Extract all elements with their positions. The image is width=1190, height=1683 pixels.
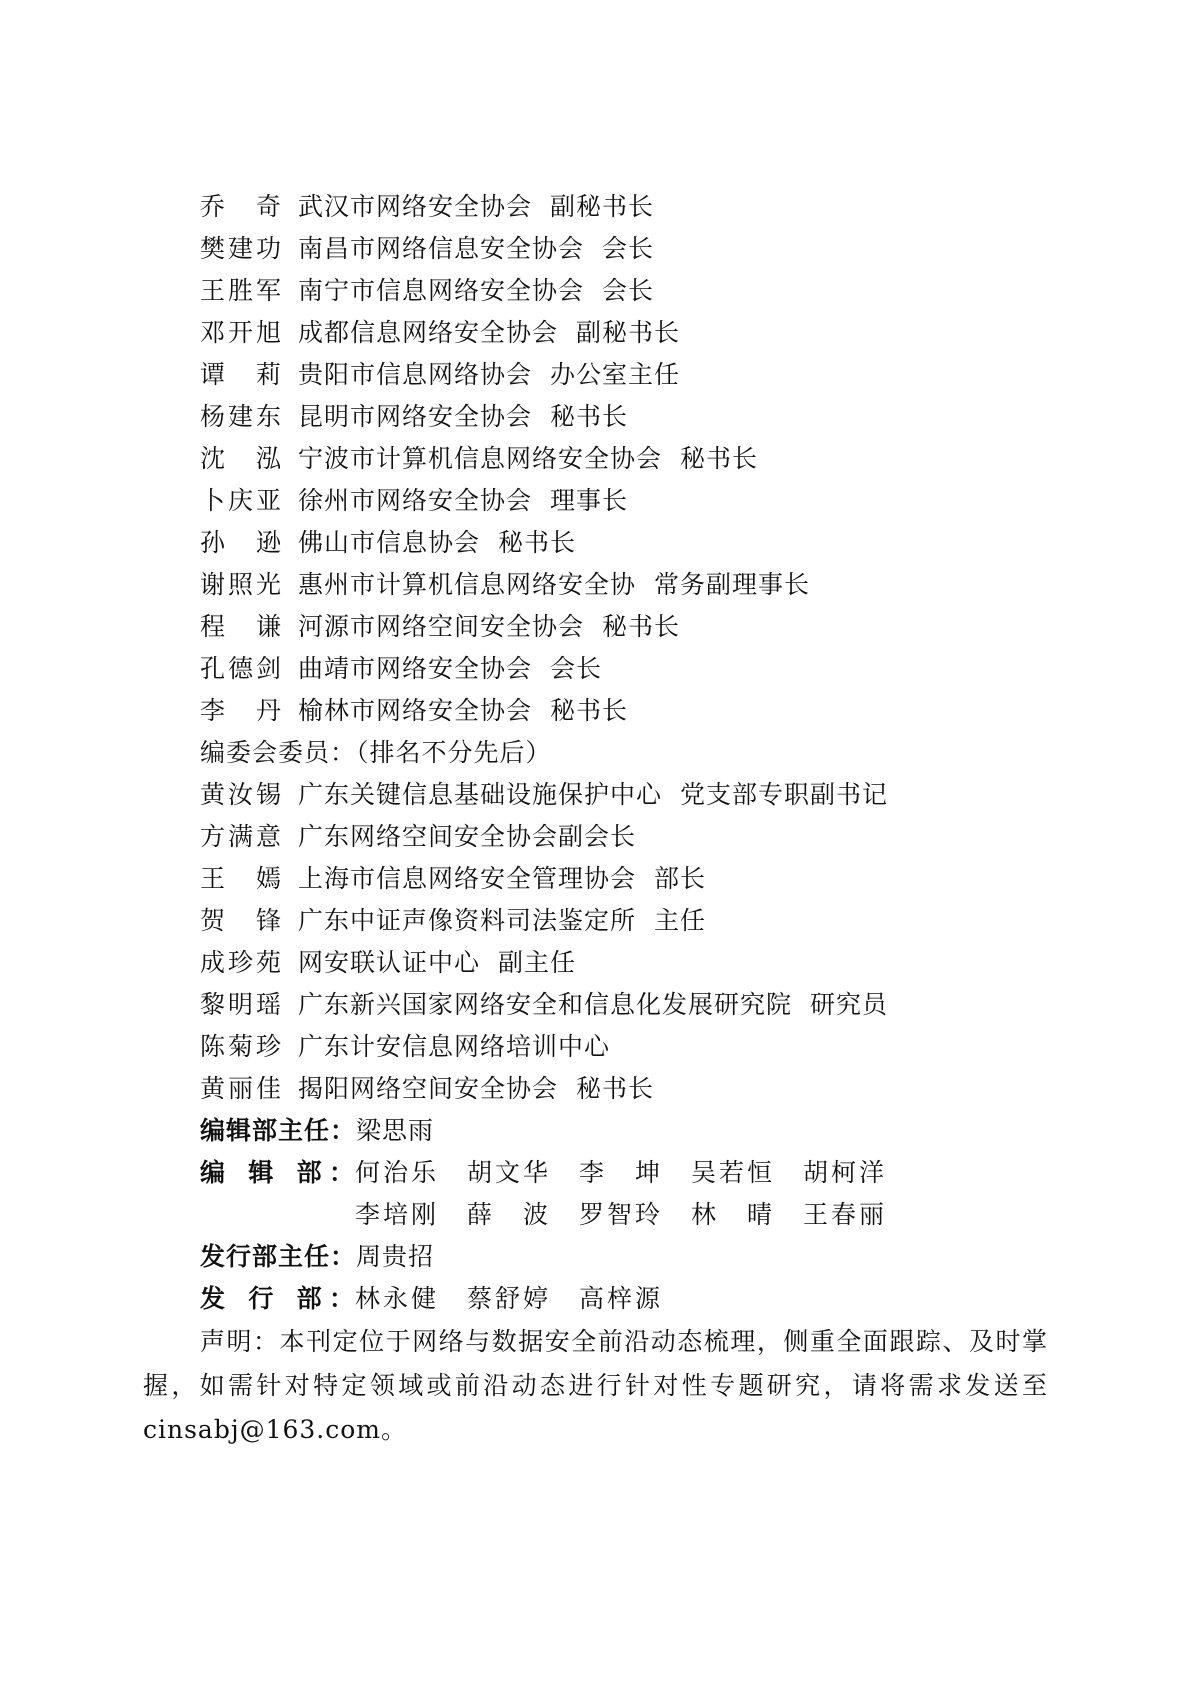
staff-name: 何治乐	[355, 1158, 437, 1187]
member-org: 南宁市信息网络安全协会	[298, 276, 585, 305]
member-name: 黄丽佳	[200, 1074, 282, 1103]
member-row	[200, 481, 628, 521]
distribution-director: 周贵招	[356, 1242, 435, 1271]
editorial-dept-row	[200, 1153, 915, 1193]
member-title: 办公室主任	[550, 360, 681, 389]
member-title: 秘书长	[602, 612, 681, 641]
staff-name: 吴若恒	[691, 1158, 773, 1187]
member-row	[200, 313, 680, 353]
member-name: 成珍苑	[200, 948, 282, 977]
editorial-member-row	[200, 943, 576, 983]
staff-name: 薛 波	[467, 1200, 549, 1229]
member-name: 孙 逊	[200, 528, 282, 557]
staff-name: 胡文华	[467, 1158, 549, 1187]
staff-name: 蔡舒婷	[467, 1284, 549, 1313]
member-org: 惠州市计算机信息网络安全协	[298, 570, 637, 599]
editorial-member-row	[200, 1027, 628, 1067]
member-row	[200, 229, 654, 269]
member-org: 网安联认证中心	[298, 948, 481, 977]
member-org: 南昌市网络信息安全协会	[298, 234, 585, 263]
staff-name: 林永健	[355, 1284, 437, 1313]
member-org: 广东新兴国家网络安全和信息化发展研究院	[298, 990, 793, 1019]
member-name: 方满意	[200, 822, 282, 851]
distribution-row	[200, 1279, 691, 1319]
member-name: 贺 锋	[200, 906, 282, 935]
member-row	[200, 271, 654, 311]
member-title: 党支部专职副书记	[680, 780, 889, 809]
member-name: 程 谦	[200, 612, 282, 641]
member-name: 杨建东	[200, 402, 282, 431]
staff-name: 李培刚	[355, 1200, 437, 1229]
member-title: 部长	[654, 864, 707, 893]
member-title: 研究员	[810, 990, 889, 1019]
member-org: 广东关键信息基础设施保护中心	[298, 780, 663, 809]
editorial-member-row	[200, 817, 654, 857]
member-name: 黄汝锡	[200, 780, 282, 809]
member-title: 秘书长	[576, 1074, 655, 1103]
editorial-member-row	[200, 775, 888, 815]
member-row	[200, 691, 628, 731]
member-name: 黎明瑶	[200, 990, 282, 1019]
member-name: 孔德剑	[200, 654, 282, 683]
member-row	[200, 565, 810, 605]
member-row	[200, 439, 758, 479]
member-row	[200, 607, 680, 647]
distribution-director-row	[200, 1237, 434, 1277]
member-row	[200, 187, 654, 227]
editorial-heading: 编委会委员：（排名不分先后）	[200, 738, 552, 767]
member-title: 理事长	[550, 486, 629, 515]
staff-name: 王春丽	[803, 1200, 885, 1229]
member-org: 成都信息网络安全协会	[298, 318, 559, 347]
member-name: 乔 奇	[200, 192, 282, 221]
editorial-member-row	[200, 901, 706, 941]
member-name: 王胜军	[200, 276, 282, 305]
member-title: 秘书长	[550, 402, 629, 431]
member-org: 广东计安信息网络培训中心	[298, 1032, 611, 1061]
statement-paragraph: 声明：本刊定位于网络与数据安全前沿动态梳理，侧重全面跟踪、及时掌握，如需针对特定领域或前沿动态进行针对性专题研究，请将需求发送至cinsabj@163.com。	[143, 1327, 1048, 1444]
member-title: 副主任	[498, 948, 577, 977]
member-name: 樊建功	[200, 234, 282, 263]
member-org: 宁波市计算机信息网络安全协会	[298, 444, 663, 473]
member-org: 昆明市网络安全协会	[298, 402, 533, 431]
distribution-label: 发 行 部：	[200, 1284, 355, 1313]
editorial-dept-label: 编 辑 部：	[200, 1158, 355, 1187]
member-org: 上海市信息网络安全管理协会	[298, 864, 637, 893]
member-row	[200, 397, 628, 437]
member-title: 秘书长	[550, 696, 629, 725]
member-title: 会长	[602, 234, 655, 263]
member-title: 常务副理事长	[654, 570, 811, 599]
member-name: 沈 泓	[200, 444, 282, 473]
member-org: 徐州市网络安全协会	[298, 486, 533, 515]
staff-name: 林 晴	[691, 1200, 773, 1229]
staff-name: 李 坤	[579, 1158, 661, 1187]
editorial-dept-director-label: 编辑部主任：	[200, 1116, 357, 1145]
member-org: 贵阳市信息网络协会	[298, 360, 533, 389]
member-title: 秘书长	[680, 444, 759, 473]
member-name: 王 嫣	[200, 864, 282, 893]
member-name: 谢照光	[200, 570, 282, 599]
editorial-member-row	[200, 1069, 654, 1109]
editorial-member-row	[200, 859, 706, 899]
staff-name: 胡柯洋	[803, 1158, 885, 1187]
member-title: 主任	[654, 906, 707, 935]
member-org: 揭阳网络空间安全协会	[298, 1074, 559, 1103]
member-name: 卜庆亚	[200, 486, 282, 515]
member-row	[200, 649, 602, 689]
editorial-dept-director: 梁思雨	[356, 1116, 435, 1145]
member-title: 副秘书长	[576, 318, 681, 347]
distribution-director-label: 发行部主任：	[200, 1242, 357, 1271]
member-row	[200, 523, 576, 563]
editorial-dept-row-2	[355, 1195, 915, 1235]
editorial-member-row	[200, 985, 888, 1025]
member-org: 武汉市网络安全协会	[298, 192, 533, 221]
member-org: 广东网络空间安全协会副会长	[298, 822, 637, 851]
member-name: 邓开旭	[200, 318, 282, 347]
member-title: 秘书长	[498, 528, 577, 557]
member-org: 曲靖市网络安全协会	[298, 654, 533, 683]
editorial-dept-director-row	[200, 1111, 434, 1151]
member-title: 副秘书长	[550, 192, 655, 221]
member-org: 佛山市信息协会	[298, 528, 481, 557]
staff-name: 罗智玲	[579, 1200, 661, 1229]
member-org: 河源市网络空间安全协会	[298, 612, 585, 641]
member-title: 会长	[602, 276, 655, 305]
member-row	[200, 355, 680, 395]
member-org: 榆林市网络安全协会	[298, 696, 533, 725]
member-org: 广东中证声像资料司法鉴定所	[298, 906, 637, 935]
member-name: 李 丹	[200, 696, 282, 725]
member-name: 谭 莉	[200, 360, 282, 389]
staff-name: 高梓源	[579, 1284, 661, 1313]
member-title: 会长	[550, 654, 603, 683]
member-name: 陈菊珍	[200, 1032, 282, 1061]
